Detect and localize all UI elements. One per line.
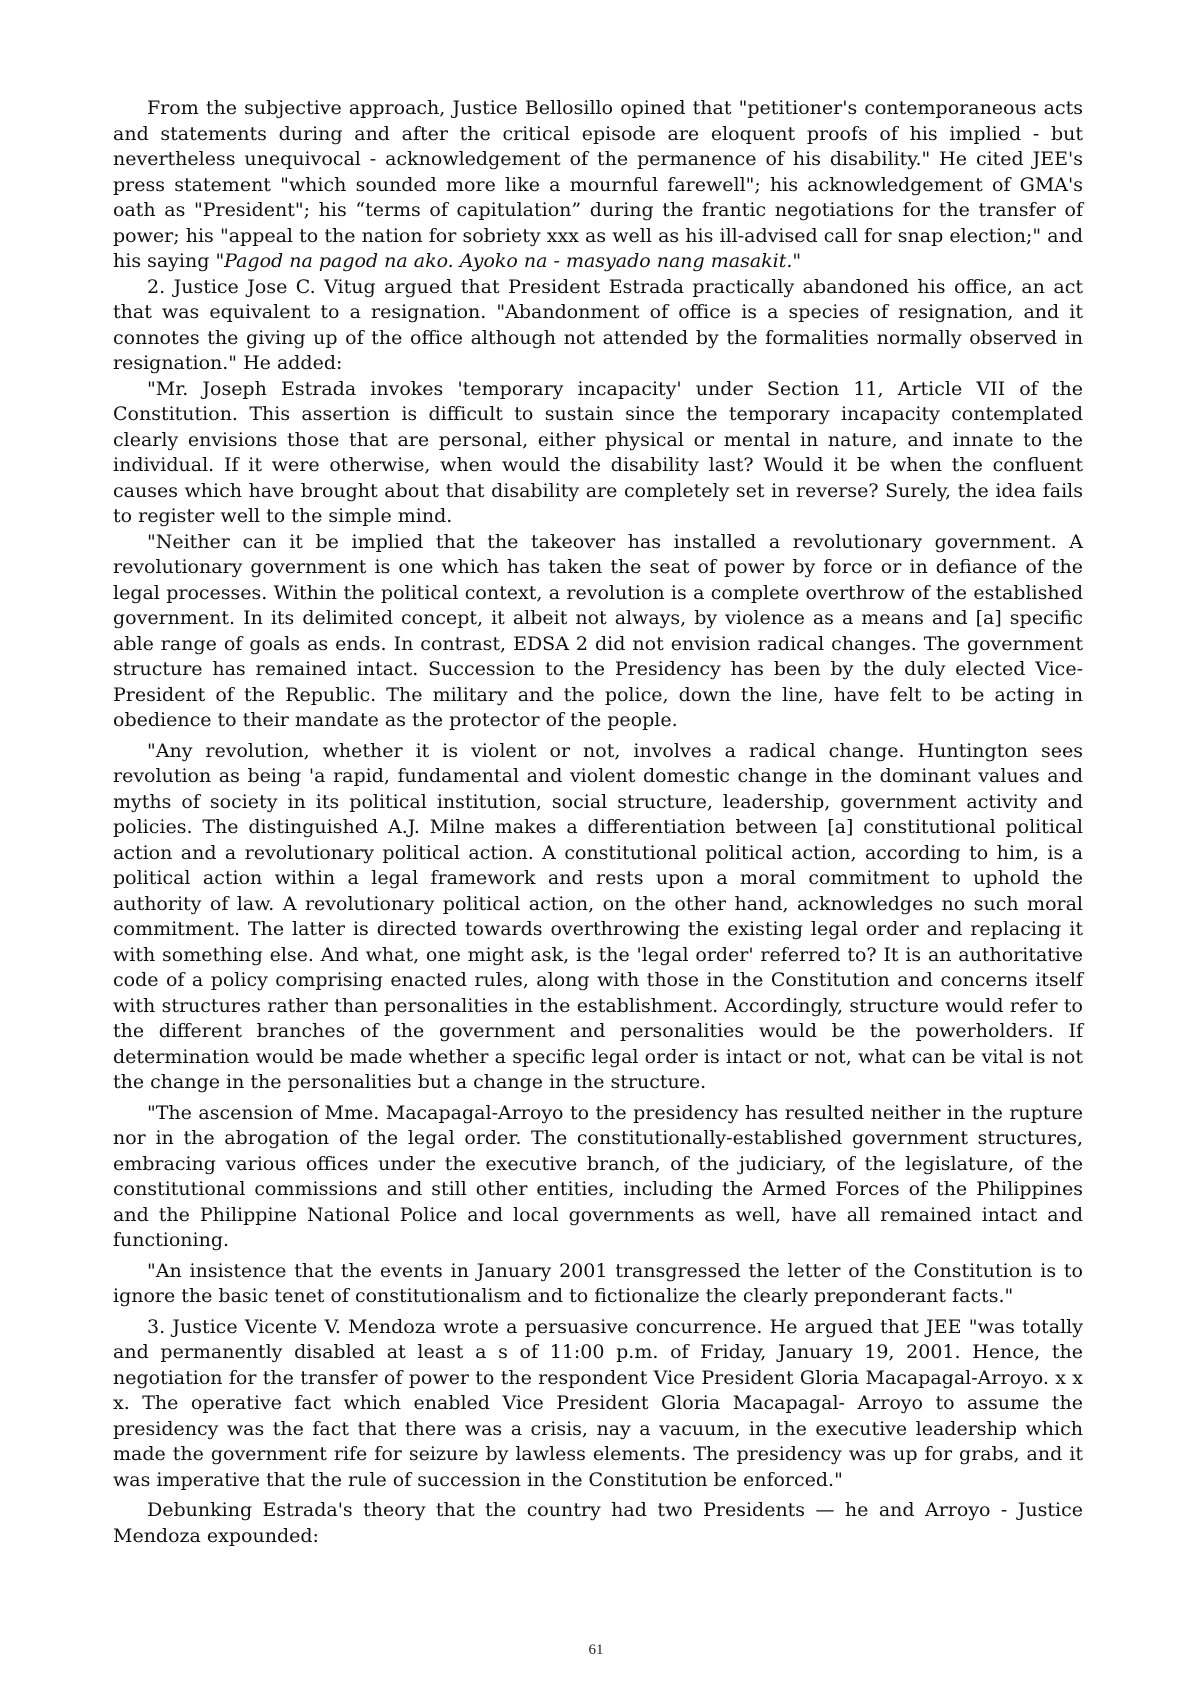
paragraph-vitug-quote-revolution: "Any revolution, whether it is violent or not, involves a radical change. Huntington sees revolution as being 'a rapid, fundamental and violent domestic change in the dominant values and myths of society in its political institution, social structure, leadership, government activity and policies. The distinguished A.J. Milne makes a differentiation between [a] constitutional political action and a revolutionary political action. A constitutional political action, according to him, is a political action within a legal framework and rests upon a moral commitment to uphold the authority of law. A revolutionary political action, on the other hand, acknowledges no such moral commitment. The latter is directed towards overthrowing the existing legal order and replacing it with something else. And what, one might ask, is the 'legal order' referred to? It is an authoritative code of a policy comprising enacted rules, along with those in the Constitution and concerns itself with structures rather than personalities in the establishment. Accordingly, structure would refer to the different branches of the government and personalities would be the powerholders. If determination would be made whether a specific legal order is intact or not, what can be vital is not the change in the personalities but a change in the structure. xyxy=(113,739,1083,1093)
paragraph-mendoza: 3. Justice Vicente V. Mendoza wrote a persuasive concurrence. He argued that JEE "was totally and permanently disabled at least a s of 11:00 p.m. of Friday, January 19, 2001. Hence, the negotiation for the transfer of power to the respondent Vice President Gloria Macapagal-Arroyo. x x x. The operative fact which enabled Vice President Gloria Macapagal- Arroyo to assume the presidency was the fact that there was a crisis, nay a vacuum, in the executive leadership which made the government rife for seizure by lawless elements. The presidency was up for grabs, and it was imperative that the rule of succession in the Constitution be enforced." xyxy=(113,1315,1083,1491)
paragraph-bellosillo-quote: "Pagod na pagod na ako. Ayoko na - masyado nang masakit." xyxy=(215,250,802,272)
page-number: 61 xyxy=(588,1642,604,1658)
paragraph-bellosillo-text: From the subjective approach, Justice Bellosillo opined that "petitioner's contemporaneous acts and statements during and after the critical episode are eloquent proofs of his implied - but nevertheless unequivocal - acknowledgement of the permanence of his disability." He cited JEE's press statement "which sounded more like a mournful farewell"; his acknowledgement of GMA's oath as "President"; his “terms of capitulation” during the frantic negotiations for the transfer of power; his "appeal to the nation for sobriety xxx as well as his ill-advised call for snap election;" and his saying xyxy=(113,97,1083,272)
paragraph-vitug-quote-incapacity: "Mr. Joseph Estrada invokes 'temporary incapacity' under Section 11, Article VII of the Constitution. This assertion is difficult to sustain since the temporary incapacity contemplated clearly envisions those that are personal, either physical or mental in nature, and innate to the individual. If it were otherwise, when would the disability last? Would it be when the confluent causes which have brought about that disability are completely set in reverse? Surely, the idea fails to register well to the simple mind. xyxy=(113,377,1083,527)
paragraph-vitug-quote-ascension: "The ascension of Mme. Macapagal-Arroyo to the presidency has resulted neither in the rupture nor in the abrogation of the legal order. The constitutionally-established government structures, embracing various offices under the executive branch, of the judiciary, of the legislature, of the constitutional commissions and still other entities, including the Armed Forces of the Philippines and the Philippine National Police and local governments as well, have all remained intact and functioning. xyxy=(113,1101,1083,1251)
paragraph-vitug-quote-revolutionary: "Neither can it be implied that the takeover has installed a revolutionary government. A revolutionary government is one which has taken the seat of power by force or in defiance of the legal processes. Within the political context, a revolution is a complete overthrow of the established government. In its delimited concept, it albeit not always, by violence as a means and [a] specific able range of goals as ends. In contrast, EDSA 2 did not envision radical changes. The government structure has remained intact. Succession to the Presidency has been by the duly elected Vice-President of the Republic. The military and the police, down the line, have felt to be acting in obedience to their mandate as the protector of the people. xyxy=(113,530,1083,731)
paragraph-vitug-quote-insistence: "An insistence that the events in January 2001 transgressed the letter of the Constitution is to ignore the basic tenet of constitutionalism and to fictionalize the clearly preponderant facts." xyxy=(113,1259,1083,1307)
paragraph-mendoza-debunking: Debunking Estrada's theory that the country had two Presidents — he and Arroyo - Justice Mendoza expounded: xyxy=(113,1499,1083,1547)
paragraph-vitug: 2. Justice Jose C. Vitug argued that President Estrada practically abandoned his office, an act that was equivalent to a resignation. "Abandonment of office is a species of resignation, and it connotes the giving up of the office although not attended by the formalities normally observed in resignation." He added: xyxy=(113,275,1083,374)
paragraph-bellosillo xyxy=(113,96,1083,275)
document-body xyxy=(113,96,1083,1549)
